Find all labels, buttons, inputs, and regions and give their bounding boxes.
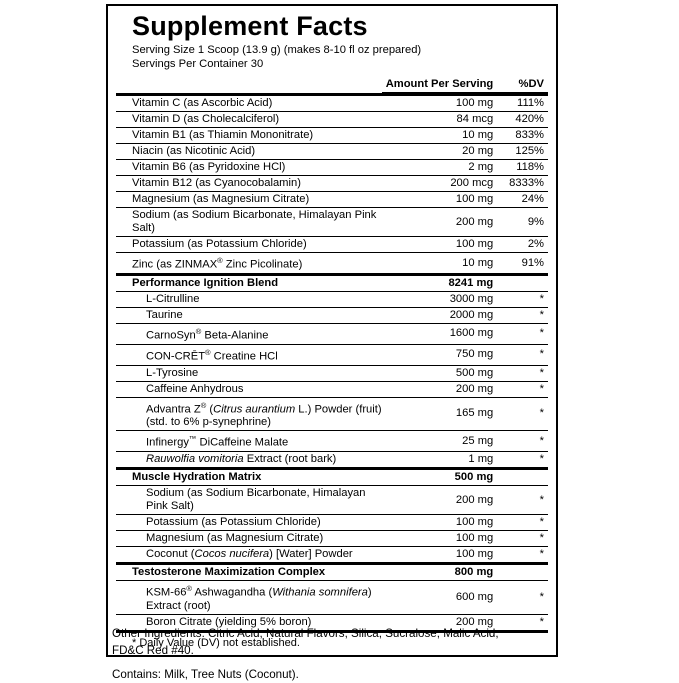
nutrient-name: Vitamin D (as Cholecalciferol)	[116, 112, 382, 128]
ingredient-amount: 100 mg	[382, 531, 494, 547]
nutrient-dv: 24%	[493, 192, 548, 208]
nutrient-name: Vitamin B12 (as Cyanocobalamin)	[116, 176, 382, 192]
nutrient-dv: 9%	[493, 208, 548, 237]
ingredient-name: Advantra Z® (Citrus aurantium L.) Powder (fruit) (std. to 6% p-synephrine)	[116, 397, 382, 431]
page-title: Supplement Facts	[132, 11, 368, 41]
ingredient-name: Infinergy™ DiCaffeine Malate	[116, 431, 382, 452]
ingredient-name: Magnesium (as Magnesium Citrate)	[116, 531, 382, 547]
nutrient-name: Sodium (as Sodium Bicarbonate, Himalayan Pink Salt)	[116, 208, 382, 237]
blend-amount: 8241 mg	[382, 275, 494, 292]
ingredient-dv: *	[493, 324, 548, 345]
ingredient-amount: 165 mg	[382, 397, 494, 431]
blend-dv	[493, 469, 548, 486]
other-ingredients-line-1: Other Ingredients: Citric Acid, Natural Flavors, Silica, Sucralose, Malic Acid,	[112, 627, 499, 640]
blend-header-row	[116, 469, 548, 486]
ingredient-dv: *	[493, 381, 548, 397]
ingredient-amount: 1600 mg	[382, 324, 494, 345]
ingredient-amount: 25 mg	[382, 431, 494, 452]
nutrient-dv: 118%	[493, 160, 548, 176]
ingredient-dv: *	[493, 614, 548, 631]
table-row	[116, 581, 548, 615]
nutrient-dv: 2%	[493, 237, 548, 253]
ingredient-name: Coconut (Cocos nucifera) [Water] Powder	[116, 547, 382, 564]
table-row	[116, 381, 548, 397]
ingredient-dv: *	[493, 486, 548, 515]
blend-amount: 800 mg	[382, 564, 494, 581]
nutrient-dv: 91%	[493, 253, 548, 275]
nutrient-amount: 200 mcg	[382, 176, 494, 192]
table-row	[116, 344, 548, 365]
table-row	[116, 365, 548, 381]
table-row	[116, 486, 548, 515]
supplement-facts-panel	[106, 4, 558, 657]
table-row	[116, 176, 548, 192]
ingredient-name: Boron Citrate (yielding 5% boron)	[116, 614, 382, 631]
table-row	[116, 160, 548, 176]
ingredient-name: Rauwolfia vomitoria Extract (root bark)	[116, 452, 382, 469]
blend-name: Muscle Hydration Matrix	[116, 469, 382, 486]
ingredient-dv: *	[493, 431, 548, 452]
nutrient-name: Vitamin B1 (as Thiamin Mononitrate)	[116, 128, 382, 144]
table-row	[116, 96, 548, 112]
table-row	[116, 192, 548, 208]
ingredient-amount: 200 mg	[382, 614, 494, 631]
table-row	[116, 208, 548, 237]
nutrient-dv: 8333%	[493, 176, 548, 192]
ingredient-amount: 1 mg	[382, 452, 494, 469]
ingredient-dv: *	[493, 531, 548, 547]
table-row	[116, 144, 548, 160]
ingredient-name: CON-CRĒT® Creatine HCl	[116, 344, 382, 365]
nutrition-table	[116, 77, 548, 632]
nutrient-dv: 420%	[493, 112, 548, 128]
nutrient-name: Zinc (as ZINMAX® Zinc Picolinate)	[116, 253, 382, 275]
blend-header-row	[116, 564, 548, 581]
table-row	[116, 452, 548, 469]
ingredient-amount: 100 mg	[382, 515, 494, 531]
blend-dv	[493, 275, 548, 292]
table-row	[116, 128, 548, 144]
nutrient-amount: 100 mg	[382, 96, 494, 112]
nutrient-amount: 100 mg	[382, 237, 494, 253]
table-row	[116, 292, 548, 308]
table-row	[116, 308, 548, 324]
nutrient-name: Magnesium (as Magnesium Citrate)	[116, 192, 382, 208]
allergen-statement: Contains: Milk, Tree Nuts (Coconut).	[112, 668, 299, 681]
daily-value-footnote: * Daily Value (DV) not established.	[132, 636, 300, 649]
ingredient-amount: 2000 mg	[382, 308, 494, 324]
nutrient-dv: 125%	[493, 144, 548, 160]
other-ingredients-block	[112, 625, 582, 683]
ingredient-dv: *	[493, 397, 548, 431]
table-row	[116, 397, 548, 431]
ingredient-amount: 200 mg	[382, 486, 494, 515]
table-row	[116, 431, 548, 452]
blend-header-row	[116, 275, 548, 292]
nutrient-amount: 200 mg	[382, 208, 494, 237]
serving-size-text: Serving Size 1 Scoop (13.9 g) (makes 8-10 fl oz prepared)	[132, 44, 422, 57]
table-row	[116, 253, 548, 275]
ingredient-dv: *	[493, 292, 548, 308]
nutrient-amount: 10 mg	[382, 128, 494, 144]
table-header-row	[116, 77, 548, 93]
nutrient-amount: 20 mg	[382, 144, 494, 160]
ingredient-dv: *	[493, 344, 548, 365]
blend-amount: 500 mg	[382, 469, 494, 486]
table-row	[116, 531, 548, 547]
ingredient-name: KSM-66® Ashwagandha (Withania somnifera) Extract (root)	[116, 581, 382, 615]
table-row	[116, 324, 548, 345]
table-row	[116, 112, 548, 128]
header-spacer	[116, 77, 382, 93]
nutrient-amount: 84 mcg	[382, 112, 494, 128]
column-header-amount: Amount Per Serving	[382, 77, 494, 93]
ingredient-dv: *	[493, 515, 548, 531]
ingredient-dv: *	[493, 365, 548, 381]
table-row	[116, 237, 548, 253]
ingredient-name: CarnoSyn® Beta-Alanine	[116, 324, 382, 345]
nutrient-dv: 111%	[493, 96, 548, 112]
ingredient-amount: 600 mg	[382, 581, 494, 615]
ingredient-amount: 3000 mg	[382, 292, 494, 308]
ingredient-dv: *	[493, 308, 548, 324]
ingredient-dv: *	[493, 547, 548, 564]
ingredient-amount: 750 mg	[382, 344, 494, 365]
ingredient-name: Caffeine Anhydrous	[116, 381, 382, 397]
nutrient-name: Vitamin C (as Ascorbic Acid)	[116, 96, 382, 112]
nutrient-amount: 100 mg	[382, 192, 494, 208]
ingredient-dv: *	[493, 452, 548, 469]
table-row	[116, 515, 548, 531]
ingredient-amount: 200 mg	[382, 381, 494, 397]
nutrient-amount: 10 mg	[382, 253, 494, 275]
ingredient-dv: *	[493, 581, 548, 615]
nutrient-name: Niacin (as Nicotinic Acid)	[116, 144, 382, 160]
ingredient-name: Sodium (as Sodium Bicarbonate, Himalayan Pink Salt)	[116, 486, 382, 515]
blend-name: Testosterone Maximization Complex	[116, 564, 382, 581]
nutrient-amount: 2 mg	[382, 160, 494, 176]
ingredient-amount: 500 mg	[382, 365, 494, 381]
blend-dv	[493, 564, 548, 581]
ingredient-amount: 100 mg	[382, 547, 494, 564]
blend-name: Performance Ignition Blend	[116, 275, 382, 292]
column-header-dv: %DV	[493, 77, 548, 93]
nutrient-name: Vitamin B6 (as Pyridoxine HCl)	[116, 160, 382, 176]
nutrient-name: Potassium (as Potassium Chloride)	[116, 237, 382, 253]
other-ingredients-line-2: FD&C Red #40.	[112, 644, 194, 657]
table-row	[116, 547, 548, 564]
ingredient-name: Potassium (as Potassium Chloride)	[116, 515, 382, 531]
servings-per-container-text: Servings Per Container 30	[132, 58, 264, 71]
nutrient-dv: 833%	[493, 128, 548, 144]
ingredient-name: Taurine	[116, 308, 382, 324]
ingredient-name: L-Tyrosine	[116, 365, 382, 381]
ingredient-name: L-Citrulline	[116, 292, 382, 308]
